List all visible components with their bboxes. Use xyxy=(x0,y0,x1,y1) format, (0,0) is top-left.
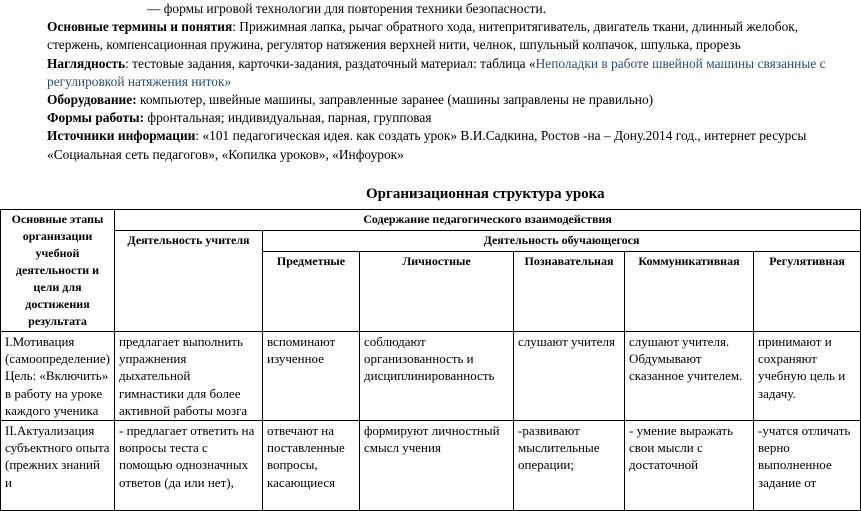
sources-label: Источники информации xyxy=(47,128,196,144)
cell-stage: II.Актуализация субъектного опыта (прежних знаний и xyxy=(1,421,115,511)
cell-personal: соблюдают организованность и дисциплинированность xyxy=(360,332,514,421)
header-content: Содержание педагогического взаимодействия xyxy=(115,210,861,231)
cell-regulative: принимают и сохраняют учебную цель и задачу. xyxy=(754,332,861,421)
equipment-line xyxy=(47,91,807,109)
visual-line xyxy=(47,55,826,73)
terms-text-continued: стержень, компенсационная пружина, регулятор натяжения верхней нити, челнок, шпульный колпачок, шпулька, прорезь xyxy=(47,37,741,53)
cell-cognitive: -развивают мыслительные операции; xyxy=(514,421,625,511)
work-forms-label: Формы работы: xyxy=(47,110,145,126)
sources-text-continued: «Социальная сеть педагогов», «Копилка уроков», «Инфоурок» xyxy=(47,146,404,162)
terms-text: : Прижимная лапка, рычаг обратного хода, нитепритягиватель, двигатель ткани, длинный желобок, xyxy=(232,19,799,35)
cell-communicative: слушают учителя. Обдумывают сказанное учителем. xyxy=(625,332,754,421)
equipment-label: Оборудование: xyxy=(47,92,137,108)
sources-line xyxy=(47,127,807,145)
lesson-structure-table xyxy=(0,209,861,511)
lesson-intro xyxy=(47,0,826,164)
header-regulative: Регулятивная xyxy=(754,252,861,332)
sources-line-2 xyxy=(47,146,807,164)
header-student: Деятельность обучающегося xyxy=(263,231,861,252)
cell-teacher: - предлагает ответить на вопросы теста с помощью однозначных ответов (да или нет), xyxy=(115,421,263,511)
table-row xyxy=(1,421,861,511)
work-forms-text: фронтальная; индивидуальная, парная, групповая xyxy=(144,110,432,126)
visual-text: : тестовые задания, карточки-задания, раздаточный материал: таблица « xyxy=(125,55,536,71)
header-communicative: Коммуникативная xyxy=(625,252,754,332)
terms-line xyxy=(47,18,807,36)
cell-regulative: -учатся отличать верно выполненное задание от xyxy=(754,421,861,511)
table-row xyxy=(1,332,861,421)
cell-communicative: - умение выражать свои мысли с достаточной xyxy=(625,421,754,511)
visual-label: Наглядность xyxy=(47,55,126,71)
visual-table-name: Неполадки в работе швейной машины связанные с xyxy=(535,55,826,71)
equipment-computer: компьютер xyxy=(136,92,203,108)
header-personal: Личностные xyxy=(360,252,514,332)
terms-line-2 xyxy=(47,36,807,54)
equipment-text: , швейные машины, заправленные заранее (машины заправлены не правильно) xyxy=(202,92,654,108)
section-title: Организационная структура урока xyxy=(366,186,605,202)
forms-line: — формы игровой технологии для повторения техники безопасности. xyxy=(147,1,547,16)
forms-text: формы игровой технологии для повторения техники безопасности. xyxy=(163,1,547,16)
header-subject: Предметные xyxy=(263,252,360,332)
header-teacher: Деятельность учителя xyxy=(115,231,263,332)
cell-teacher: предлагает выполнить упражнения дыхательной гимнастики для более активной работы мозга xyxy=(115,332,263,421)
cell-cognitive: слушают учителя xyxy=(514,332,625,421)
sources-text: : «101 педагогическая идея. как создать урок» В.И.Садкина, Ростов -на – Дону.2014 год., интернет ресурсы xyxy=(195,128,807,144)
cell-subject: отвечают на поставленные вопросы, касающиеся xyxy=(263,421,360,511)
cell-personal: формируют личностный смысл учения xyxy=(360,421,514,511)
cell-stage: I.Мотивация (самоопределение) Цель: «Включить» в работу на уроке каждого ученика xyxy=(1,332,115,421)
visual-line-2 xyxy=(47,73,807,91)
header-stages: Основные этапы организации учебной деятельности и цели для достижения результата xyxy=(1,210,115,332)
visual-table-name-continued: регулировкой натяжения ниток» xyxy=(47,73,232,89)
cell-subject: вспоминают изученное xyxy=(263,332,360,421)
terms-label: Основные термины и понятия xyxy=(47,19,233,35)
header-cognitive: Познавательная xyxy=(514,252,625,332)
work-forms-line xyxy=(47,109,807,127)
